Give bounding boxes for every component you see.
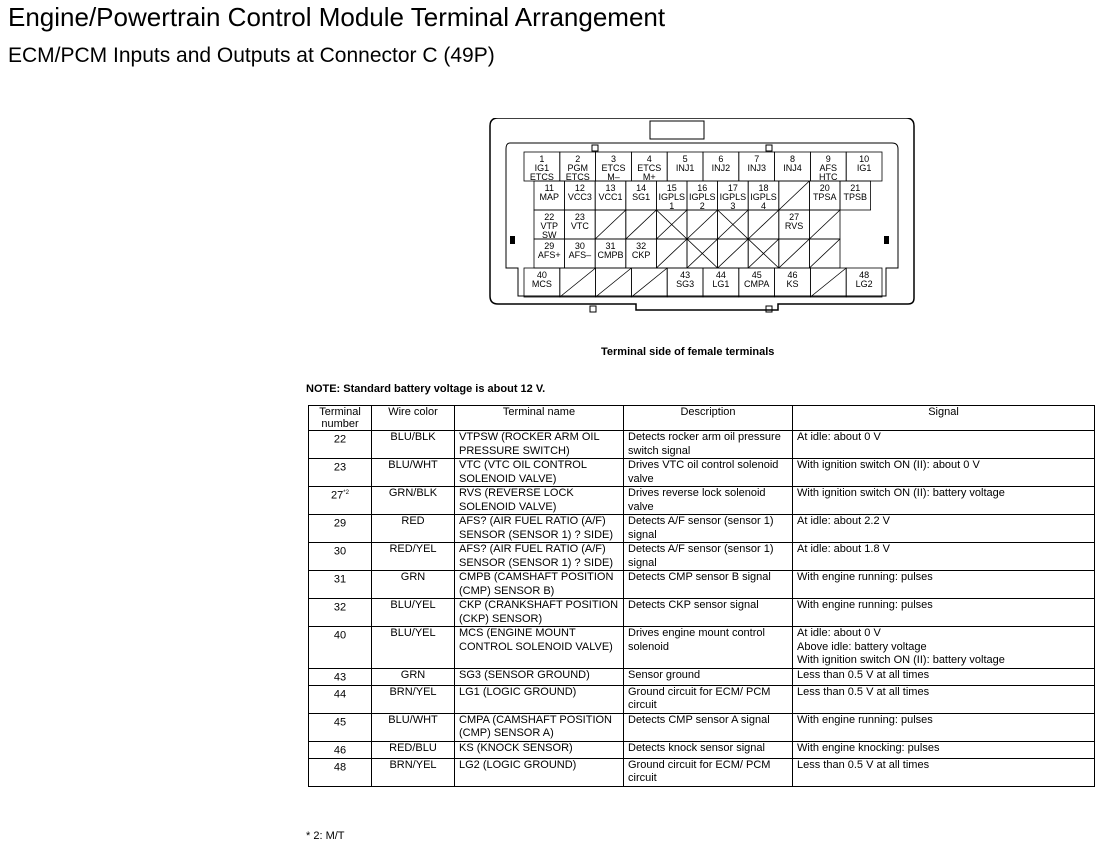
cell-description-text: Detects CMP sensor B signal	[628, 571, 771, 583]
cell-signal-text: At idle: about 2.2 V	[797, 515, 890, 527]
cell-wire-color-text: RED/YEL	[389, 543, 437, 555]
cell-terminal-text: 46	[333, 744, 347, 757]
terminal-label: IG1	[534, 163, 550, 173]
empty-terminal-mark	[656, 239, 687, 268]
terminal-number: 3	[610, 154, 617, 164]
terminal-table	[308, 405, 1095, 787]
terminal-label: 1	[669, 201, 675, 211]
table-row	[309, 758, 1095, 786]
cell-terminal-name-text: AFS? (AIR FUEL RATIO (A/F) SENSOR (SENSOR 1) ? SIDE)	[459, 543, 614, 569]
cell-wire-color	[372, 599, 455, 627]
cell-description-text: Detects CKP sensor signal	[628, 599, 759, 611]
cell-wire-color-text: RED	[401, 515, 425, 527]
cell-signal	[793, 571, 1095, 599]
cell-description-text: Drives reverse lock solenoid valve	[628, 487, 766, 513]
cell-description-text: Sensor ground	[628, 668, 701, 681]
header-description: Description	[624, 406, 793, 431]
cell-description	[624, 487, 793, 515]
empty-terminal-mark	[779, 239, 810, 268]
terminal-number: 5	[682, 154, 688, 164]
cell-terminal	[309, 487, 372, 515]
cell-wire-color	[372, 713, 455, 741]
terminal-label: TPSB	[843, 192, 868, 202]
cell-wire-color	[372, 431, 455, 459]
cell-terminal-name-text: CMPA (CAMSHAFT POSITION (CMP) SENSOR A)	[459, 713, 612, 740]
cell-description	[624, 515, 793, 543]
terminal-number: 4	[646, 154, 652, 164]
cell-terminal-text: 29	[333, 517, 347, 530]
cell-wire-color	[372, 515, 455, 543]
cell-terminal-text: 44	[333, 688, 347, 701]
header-terminal-name: Terminal name	[455, 406, 624, 431]
cell-description	[624, 741, 793, 758]
terminal-label: HTC	[819, 172, 838, 182]
cell-wire-color	[372, 685, 455, 713]
empty-terminal-mark	[779, 181, 810, 210]
terminal-number: 11	[544, 183, 554, 193]
cell-terminal-text: 23	[333, 461, 347, 474]
table-row	[309, 685, 1095, 713]
terminal-number: 14	[636, 183, 647, 193]
terminal-number: 16	[697, 183, 708, 193]
terminal-label: IGPLS	[658, 192, 685, 202]
header-wire-color: Wire color	[372, 406, 455, 431]
cell-terminal	[309, 459, 372, 487]
terminal-number: 10	[859, 154, 870, 164]
cell-terminal-text: 27	[331, 489, 344, 502]
cell-terminal-text: 32	[333, 601, 347, 614]
cell-description	[624, 543, 793, 571]
terminal-label: TPSA	[812, 192, 837, 202]
cell-terminal-name	[455, 741, 624, 758]
cell-signal	[793, 685, 1095, 713]
cell-terminal	[309, 758, 372, 786]
connector-diagram	[488, 118, 916, 318]
diagram-caption: Terminal side of female terminals	[601, 346, 775, 358]
terminal-number: 40	[536, 270, 547, 280]
cell-signal	[793, 713, 1095, 741]
cell-signal-text: With engine running: pulses	[797, 571, 933, 583]
empty-terminal-mark	[595, 210, 626, 239]
terminal-label: 4	[760, 201, 767, 211]
table-row	[309, 515, 1095, 543]
terminal-number: 32	[636, 241, 647, 251]
cell-signal-text: At idle: about 0 V	[797, 431, 881, 443]
cell-terminal-name-text: LG2 (LOGIC GROUND)	[459, 758, 577, 771]
terminal-number: 2	[575, 154, 581, 164]
cell-terminal-name-text: AFS? (AIR FUEL RATIO (A/F) SENSOR (SENSOR 1) ? SIDE)	[459, 515, 614, 541]
terminal-number: 20	[819, 183, 830, 193]
empty-terminal-mark	[809, 210, 840, 239]
cell-signal-text: At idle: about 1.8 V	[797, 543, 890, 555]
cell-wire-color-text: GRN	[400, 668, 426, 681]
terminal-label: AFS	[819, 163, 838, 173]
cell-description-text: Detects A/F sensor (sensor 1) signal	[628, 543, 774, 569]
cell-terminal	[309, 543, 372, 571]
terminal-label: IGPLS	[719, 192, 747, 202]
cell-terminal	[309, 599, 372, 627]
cell-terminal	[309, 515, 372, 543]
cell-description-text: Detects A/F sensor (sensor 1) signal	[628, 515, 774, 541]
cell-signal-text: With engine knocking: pulses	[797, 741, 940, 754]
cell-terminal-name-text: CKP (CRANKSHAFT POSITION (CKP) SENSOR)	[459, 599, 619, 625]
table-row	[309, 487, 1095, 515]
terminal-number: 18	[758, 183, 769, 193]
terminal-label: IGPLS	[689, 192, 716, 202]
cell-terminal	[309, 668, 372, 685]
cell-description	[624, 685, 793, 713]
terminal-number: 15	[666, 183, 677, 193]
empty-terminal-mark	[631, 268, 667, 297]
terminal-number: 13	[605, 183, 616, 193]
cell-terminal-text: 30	[333, 545, 347, 558]
empty-terminal-mark	[809, 239, 840, 268]
cell-wire-color	[372, 627, 455, 669]
terminal-number: 12	[574, 183, 585, 193]
terminal-label: 3	[730, 201, 736, 211]
cell-wire-color-text: BLU/YEL	[390, 599, 436, 611]
terminal-number: 43	[680, 270, 691, 280]
terminal-number: 6	[718, 154, 724, 164]
cell-wire-color	[372, 487, 455, 515]
cell-terminal	[309, 431, 372, 459]
cell-wire-color-text: BRN/YEL	[389, 758, 437, 771]
cell-wire-color-text: GRN	[400, 571, 426, 583]
cell-description	[624, 668, 793, 685]
terminal-label: SG1	[632, 192, 651, 202]
terminal-number: 30	[574, 241, 585, 251]
header-signal: Signal	[793, 406, 1095, 431]
cell-terminal-text: 43	[333, 671, 347, 684]
terminal-label: KS	[786, 279, 799, 289]
terminal-label: IG1	[856, 163, 872, 173]
cell-terminal	[309, 627, 372, 669]
terminal-number: 27	[789, 212, 800, 222]
cell-terminal-name	[455, 543, 624, 571]
cell-signal	[793, 758, 1095, 786]
cell-description-text: Ground circuit for ECM/ PCM circuit	[628, 685, 771, 712]
terminal-number: 45	[751, 270, 762, 280]
cell-terminal-name	[455, 627, 624, 669]
cell-terminal-name	[455, 487, 624, 515]
cell-signal-text: Less than 0.5 V at all times	[797, 668, 930, 681]
cell-signal-text: Less than 0.5 V at all times	[797, 758, 930, 771]
terminal-number: 21	[850, 183, 861, 193]
terminal-number: 23	[574, 212, 585, 222]
cell-terminal-name	[455, 459, 624, 487]
cell-terminal-name-text: MCS (ENGINE MOUNT CONTROL SOLENOID VALVE)	[459, 627, 613, 653]
cell-wire-color	[372, 543, 455, 571]
terminal-label: M–	[607, 172, 620, 182]
cell-signal	[793, 431, 1095, 459]
terminal-number: 46	[787, 270, 798, 280]
cell-terminal-name-text: KS (KNOCK SENSOR)	[459, 741, 573, 754]
cell-terminal-name-text: RVS (REVERSE LOCK SOLENOID VALVE)	[459, 487, 574, 513]
cell-terminal-text: 22	[333, 433, 347, 446]
cell-description-text: Drives engine mount control solenoid	[628, 627, 765, 653]
cell-description	[624, 758, 793, 786]
cell-signal	[793, 741, 1095, 758]
cell-terminal	[309, 741, 372, 758]
cell-wire-color-text: BLU/YEL	[390, 627, 436, 639]
table-header-row	[309, 406, 1095, 431]
terminal-label: SG3	[676, 279, 695, 289]
terminal-label: AFS+	[537, 250, 561, 260]
terminal-label: VCC3	[567, 192, 592, 202]
cell-wire-color-text: BRN/YEL	[389, 685, 437, 698]
table-row	[309, 543, 1095, 571]
terminal-label: INJ2	[711, 163, 731, 173]
cell-terminal-name-text: CMPB (CAMSHAFT POSITION (CMP) SENSOR B)	[459, 571, 614, 597]
cell-terminal-name-text: SG3 (SENSOR GROUND)	[459, 668, 590, 681]
cell-wire-color	[372, 741, 455, 758]
terminal-label: LG2	[855, 279, 873, 289]
cell-terminal-text: 45	[333, 716, 347, 729]
terminal-label: SW	[542, 230, 557, 240]
cell-signal	[793, 515, 1095, 543]
cell-terminal-name	[455, 571, 624, 599]
terminal-label: INJ3	[747, 163, 766, 173]
cell-wire-color-text: BLU/WHT	[388, 713, 438, 726]
header-terminal-number: Terminal number	[309, 406, 372, 431]
page-subtitle: ECM/PCM Inputs and Outputs at Connector C (49P)	[8, 44, 495, 67]
terminal-number: 7	[754, 154, 760, 164]
cell-signal-text: With engine running: pulses	[797, 599, 933, 611]
cell-description	[624, 431, 793, 459]
cell-terminal-name-text: VTPSW (ROCKER ARM OIL PRESSURE SWITCH)	[459, 431, 600, 457]
terminal-label: VCC1	[598, 192, 623, 202]
terminal-label: AFS–	[568, 250, 592, 260]
cell-terminal-name	[455, 758, 624, 786]
cell-description	[624, 571, 793, 599]
cell-description-text: Detects rocker arm oil pressure switch signal	[628, 431, 781, 457]
table-row	[309, 599, 1095, 627]
terminal-label: CMPB	[597, 250, 624, 260]
cell-description-text: Ground circuit for ECM/ PCM circuit	[628, 758, 771, 785]
cell-wire-color-text: BLU/WHT	[388, 459, 438, 471]
empty-terminal-mark	[810, 268, 846, 297]
cell-terminal-name-text: VTC (VTC OIL CONTROL SOLENOID VALVE)	[459, 459, 587, 485]
cell-terminal-name	[455, 713, 624, 741]
cell-description-text: Drives VTC oil control solenoid valve	[628, 459, 779, 485]
cell-signal	[793, 668, 1095, 685]
terminal-number: 22	[544, 212, 555, 222]
empty-terminal-mark	[596, 268, 632, 297]
table-row	[309, 627, 1095, 669]
cell-wire-color	[372, 571, 455, 599]
terminal-number: 48	[859, 270, 870, 280]
cell-wire-color	[372, 758, 455, 786]
cell-description	[624, 599, 793, 627]
cell-terminal-name-text: LG1 (LOGIC GROUND)	[459, 685, 577, 698]
cell-signal-text: With ignition switch ON (II): battery voltage	[797, 487, 1005, 499]
footnote: * 2: M/T	[306, 830, 345, 842]
cell-description-text: Detects CMP sensor A signal	[628, 713, 770, 726]
terminal-number: 9	[825, 154, 831, 164]
terminal-label: ETCS	[529, 172, 554, 182]
terminal-number: 31	[605, 241, 616, 251]
cell-description	[624, 627, 793, 669]
table-row	[309, 571, 1095, 599]
cell-signal	[793, 459, 1095, 487]
empty-terminal-mark	[687, 210, 718, 239]
terminal-label: INJ1	[675, 163, 695, 173]
cell-terminal-name	[455, 599, 624, 627]
cell-terminal	[309, 713, 372, 741]
cell-terminal-text: 31	[333, 573, 347, 586]
cell-description	[624, 459, 793, 487]
cell-terminal-name	[455, 431, 624, 459]
cell-signal-text: At idle: about 0 V Above idle: battery voltage With ignition switch ON (II): battery voltage	[797, 627, 1005, 666]
terminal-label: ETCS	[565, 172, 590, 182]
cell-description-text: Detects knock sensor signal	[628, 741, 765, 754]
terminal-number: 8	[789, 154, 796, 164]
cell-terminal-name	[455, 515, 624, 543]
cell-terminal-name	[455, 685, 624, 713]
voltage-note: NOTE: Standard battery voltage is about 12 V.	[306, 383, 546, 395]
terminal-label: MAP	[539, 192, 560, 202]
table-row	[309, 668, 1095, 685]
terminal-label: MCS	[531, 279, 552, 289]
terminal-label: RVS	[784, 221, 804, 231]
terminal-label: VTP	[540, 221, 559, 231]
cell-signal	[793, 543, 1095, 571]
terminal-label: CKP	[631, 250, 651, 260]
footnote-marker: *2	[343, 490, 349, 496]
empty-terminal-mark	[626, 210, 657, 239]
table-row	[309, 431, 1095, 459]
cell-wire-color	[372, 668, 455, 685]
terminal-label: INJ4	[783, 163, 802, 173]
table-row	[309, 459, 1095, 487]
cell-signal-text: Less than 0.5 V at all times	[797, 685, 930, 698]
terminal-number: 44	[715, 270, 726, 280]
cell-terminal-text: 40	[333, 629, 347, 642]
cell-signal-text: With ignition switch ON (II): about 0 V	[797, 459, 980, 471]
cell-wire-color-text: GRN/BLK	[388, 487, 438, 499]
cell-description	[624, 713, 793, 741]
table-row	[309, 713, 1095, 741]
cell-signal	[793, 627, 1095, 669]
terminal-number: 29	[544, 241, 555, 251]
empty-terminal-mark	[560, 268, 596, 297]
cell-terminal-text: 48	[333, 761, 347, 774]
table-row	[309, 741, 1095, 758]
terminal-number: 17	[727, 183, 738, 193]
terminal-number: 1	[539, 154, 545, 164]
terminal-label: LG1	[712, 279, 730, 289]
cell-wire-color-text: RED/BLU	[389, 741, 437, 754]
cell-signal-text: With engine running: pulses	[797, 713, 933, 726]
terminal-label: M+	[642, 172, 656, 182]
terminal-label: VTC	[570, 221, 589, 231]
page-title: Engine/Powertrain Control Module Terminal Arrangement	[8, 2, 666, 32]
terminal-label: CMPA	[744, 279, 770, 289]
empty-terminal-mark	[748, 210, 779, 239]
terminal-label: PGM	[567, 163, 588, 173]
cell-terminal	[309, 571, 372, 599]
terminal-label: 2	[699, 201, 705, 211]
empty-terminal-mark	[718, 239, 749, 268]
cell-signal	[793, 599, 1095, 627]
terminal-label: IGPLS	[750, 192, 777, 202]
terminal-label: ETCS	[601, 163, 626, 173]
cell-terminal-name	[455, 668, 624, 685]
cell-wire-color-text: BLU/BLK	[390, 431, 436, 443]
cell-terminal	[309, 685, 372, 713]
cell-wire-color	[372, 459, 455, 487]
cell-signal	[793, 487, 1095, 515]
terminal-label: ETCS	[637, 163, 662, 173]
